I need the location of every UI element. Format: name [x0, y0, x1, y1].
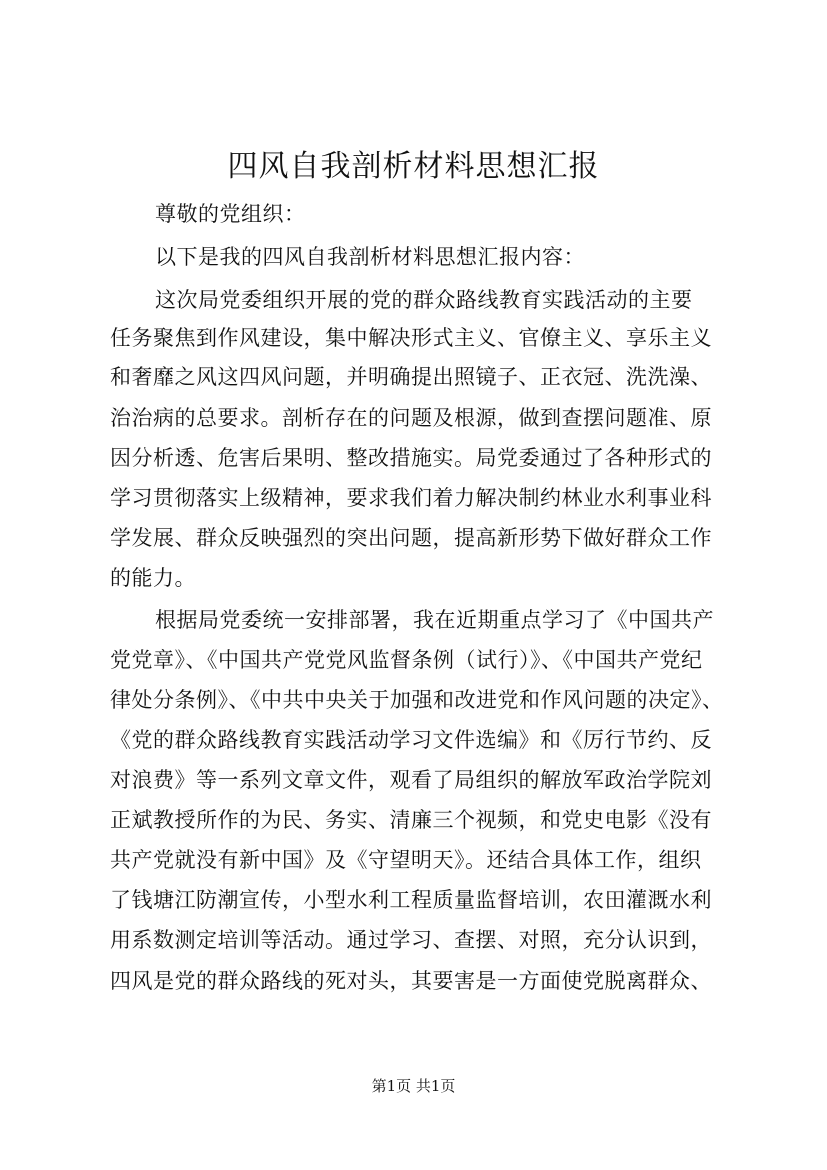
body-line: 共产党就没有新中国》及《守望明天》。还结合具体工作，组织	[110, 848, 702, 872]
body-line: 《党的群众路线教育实践活动学习文件选编》和《厉行节约、反	[110, 728, 712, 752]
body-line: 用系数测定培训等活动。通过学习、查摆、对照，充分认识到，	[110, 928, 712, 952]
body-line: 四风是党的群众路线的死对头，其要害是一方面使党脱离群众、	[110, 969, 712, 993]
body-line: 和奢靡之风这四风问题，并明确提出照镜子、正衣冠、洗洗澡、	[110, 365, 712, 389]
body-line: 正斌教授所作的为民、务实、清廉三个视频，和党史电影《没有	[110, 808, 712, 832]
body-line: 根据局党委统一安排部署，我在近期重点学习了《中国共产	[155, 608, 714, 632]
page-footer: 第1页 共1页	[371, 1077, 456, 1095]
body-line: 的能力。	[110, 566, 196, 590]
body-line: 这次局党委组织开展的党的群众路线教育实践活动的主要	[155, 288, 693, 312]
body-line: 尊敬的党组织：	[155, 202, 306, 226]
body-line: 了钱塘江防潮宣传，小型水利工程质量监督培训，农田灌溉水利	[110, 888, 712, 912]
body-line: 任务聚焦到作风建设，集中解决形式主义、官僚主义、享乐主义	[110, 326, 712, 350]
body-line: 因分析透、危害后果明、整改措施实。局党委通过了各种形式的	[110, 446, 712, 470]
body-line: 以下是我的四风自我剖析材料思想汇报内容：	[155, 245, 585, 269]
body-line: 学发展、群众反映强烈的突出问题，提高新形势下做好群众工作	[110, 526, 712, 550]
document-title: 四风自我剖析材料思想汇报	[227, 149, 600, 184]
body-line: 学习贯彻落实上级精神，要求我们着力解决制约林业水利事业科	[110, 486, 712, 510]
body-line: 对浪费》等一系列文章文件，观看了局组织的解放军政治学院刘	[110, 768, 712, 792]
body-line: 党党章》、《中国共产党党风监督条例（试行）》、《中国共产党纪	[110, 648, 703, 672]
body-line: 律处分条例》、《中共中央关于加强和改进党和作风问题的决定》、	[110, 688, 724, 712]
body-line: 治治病的总要求。剖析存在的问题及根源，做到查摆问题准、原	[110, 406, 712, 430]
